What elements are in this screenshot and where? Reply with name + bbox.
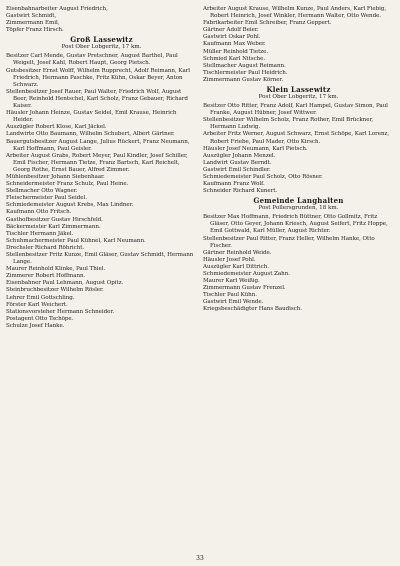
entry: Arbeiter Fritz Werner, August Schwarz, Ernst Schöpe, Karl Lorenz, Robert Friebe, Paul Mader, Otto Kirsch. bbox=[203, 131, 390, 145]
entry: Bäckermeister Karl Zimmermann. bbox=[6, 223, 101, 230]
section-subtitle: Post Pollersgrunden, 18 km. bbox=[258, 205, 339, 212]
entry: Maurer Karl Weißig. bbox=[203, 278, 260, 285]
entry: Arbeiter August Grabs, Robert Meyer, Paul Kindler, Josef Schiller, Emil Fischer, Hermann Tietze, Franz Bartsch, Karl Reichelt, Georg Rothe, Ernst Bauer, Alfred Zimmer. bbox=[6, 152, 188, 173]
entry: Arbeiter August Krause, Wilhelm Kunze, Paul Anders, Karl Fiebig, Robert Heinrich, Josef Winkler, Hermann Walter, Otto Wende. bbox=[203, 6, 387, 20]
entry: Stellenbesitzer Wilhelm Scholz, Franz Rother, Emil Brückner, Hermann Ludwig. bbox=[203, 117, 374, 131]
entry: Drechsler Richard Röhricht. bbox=[6, 244, 85, 251]
entry: Eisenbahnarbeiter August Friedrich, bbox=[6, 6, 108, 12]
entry: Kaufmann Franz Wolf. bbox=[203, 181, 265, 188]
entry: Fleischermeister Paul Seidel. bbox=[6, 195, 87, 202]
entry: Gastwirt Emil Schindler. bbox=[203, 166, 271, 173]
entry: Stellenbesitzer Fritz Kunze, Emil Gläser, Gustav Schmidt, Hermann Lange. bbox=[6, 252, 194, 266]
entry: Zimmerer Robert Hoffmann. bbox=[6, 273, 86, 280]
entry: Schneider Richard Kunert. bbox=[203, 188, 278, 195]
entry: Stellmacher August Reimann. bbox=[203, 62, 286, 69]
section-subtitle: Post Ober Lobgeritz, 17 km. bbox=[61, 44, 142, 51]
entry: Häusler Johann Heinze, Gustav Seidel, Emil Krause, Heinrich Heider. bbox=[6, 110, 177, 124]
entry: Fabrikarbeiter Emil Schreiber, Franz Geppert. bbox=[203, 20, 332, 27]
entry: Besitzer Max Hoffmann, Friedrich Büttner, Otto Gollmitz, Fritz Gläser, Otto Geyer, Johann Kriesch, August Seifert, Fritz Hoppe, Emil Gottwald, Karl Müller, August Richter. bbox=[203, 214, 388, 235]
entry: Stellenbesitzer Josef Rauer, Paul Walter, Friedrich Wolf, August Beer, Reinhold Hentschel, Karl Scholz, Franz Gebauer, Richard Kaiser. bbox=[6, 88, 188, 110]
section-title: Klein Lassewitz bbox=[266, 85, 331, 95]
entry: Förster Karl Weichert. bbox=[6, 301, 68, 308]
entry: Eisenbahner Paul Lehmann, August Opitz. bbox=[6, 280, 124, 287]
entry: Auszügler Johann Menzel. bbox=[203, 152, 276, 159]
right-section1-entries bbox=[203, 103, 394, 195]
page-number: 33 bbox=[196, 555, 204, 562]
entry: Maurer Reinhold Klinke, Paul Thiel. bbox=[6, 266, 106, 273]
entry: Landwirte Otto Baumann, Wilhelm Schubert, Albert Gärtner. bbox=[6, 131, 175, 138]
left-column bbox=[6, 6, 197, 554]
entry: Schmiedemeister Paul Scholz, Otto Rösner. bbox=[203, 173, 323, 180]
entry: Müller Reinhold Tietze. bbox=[203, 48, 269, 55]
entry: Gärtner Adolf Beier. bbox=[203, 27, 259, 34]
entry: Gastwirt Emil Wende. bbox=[203, 299, 264, 306]
entry: Schmiedemeister August Zahn. bbox=[203, 271, 290, 277]
entry: Häusler Josef Pohl. bbox=[203, 256, 256, 263]
entry: Stellenbesitzer Paul Ritter, Franz Heller, Wilhelm Hanke, Otto Fischer. bbox=[203, 235, 375, 249]
entry: Tischler Paul Kühn. bbox=[203, 292, 257, 299]
entry: Häusler Josef Neumann, Karl Pietsch. bbox=[203, 145, 308, 152]
entry: Besitzer Carl Mende, Gustav Pretschner, August Barthel, Paul Weigelt, Josef Kahl, Robert Haupt, Georg Pietsch. bbox=[6, 53, 178, 67]
entry: Lehrer Emil Gottschling. bbox=[6, 294, 75, 301]
entry: Töpfer Franz Hirsch. bbox=[6, 27, 64, 34]
entry: Postagent Otto Tschöpe. bbox=[6, 315, 74, 322]
entry: Stellmacher Otto Wagner. bbox=[6, 188, 78, 195]
entry: Zimmermann Gustav Frenzel. bbox=[203, 285, 286, 292]
entry: Zimmermann Gustav Körner. bbox=[203, 76, 284, 83]
entry: Schmiedemeister August Krebs, Max Lindner. bbox=[6, 202, 134, 209]
right-section2-entries bbox=[203, 214, 394, 313]
entry: Besitzer Otto Ritter, Franz Adolf, Karl Hampel, Gustav Simon, Paul Franke, August Hübner, Josef Wittwer. bbox=[203, 103, 388, 117]
section-title: Gemeinde Langhalten bbox=[253, 196, 344, 206]
entry: Gärtner Reinhold Weide. bbox=[203, 249, 272, 256]
section-title: Groß Lassewitz bbox=[70, 35, 133, 45]
entry: Kriegsbeschädigter Hans Baudisch. bbox=[203, 306, 302, 313]
entry: Gutsbesitzer Ernst Wolff, Wilhelm Rupprecht, Adolf Reimann, Karl Friedrich, Hermann Paschke, Fritz Kühn, Oskar Beyer, Anton Schwarz. bbox=[6, 67, 191, 88]
entry: Tischler Hermann Jäkel. bbox=[6, 230, 74, 237]
entry: Stationsvorsteher Hermann Schneider. bbox=[6, 308, 115, 315]
entry: Auszügler Karl Dittrich. bbox=[203, 263, 269, 270]
entry: Schmied Karl Nitsche. bbox=[203, 55, 266, 62]
entry: Gasthofbesitzer Gustav Hirschfeld. bbox=[6, 216, 103, 223]
entry: Bauergutsbesitzer August Lange, Julius Rückert, Franz Neumann, Karl Hoffmann, Paul Geisler. bbox=[6, 138, 190, 152]
entry: Mühlenbesitzer Johann Siebenhaar. bbox=[6, 173, 105, 180]
entry: Steinbruchbesitzer Wilhelm Rösler. bbox=[6, 287, 104, 294]
entry: Zimmermann Emil, bbox=[6, 20, 60, 27]
entry: Tischlermeister Paul Heidrich. bbox=[203, 69, 288, 76]
entry: Gastwirt Oskar Pohl. bbox=[203, 34, 261, 41]
entry: Kaufmann Otto Fritsch. bbox=[6, 209, 72, 216]
entry: Gastwirt Schmidt, bbox=[6, 13, 57, 20]
entry: Schuhmachermeister Paul Kühnel, Karl Neumann. bbox=[6, 237, 146, 244]
entry: Auszügler Robert Klose, Karl Jäckel. bbox=[6, 124, 107, 131]
section-subtitle: Post Ober Lobgeritz, 17 km. bbox=[258, 94, 339, 101]
right-top-entries bbox=[203, 6, 394, 84]
entry: Schulze Josef Hanke. bbox=[6, 322, 65, 329]
directory-page bbox=[6, 6, 394, 554]
entry: Kaufmann Max Weber. bbox=[203, 41, 266, 48]
left-top-entries bbox=[6, 6, 197, 34]
entry: Landwirt Gustav Berndt. bbox=[203, 159, 272, 166]
right-column bbox=[203, 6, 394, 554]
entry: Schneidermeister Franz Schulz, Paul Heine. bbox=[6, 181, 129, 188]
left-section-entries bbox=[6, 53, 197, 330]
